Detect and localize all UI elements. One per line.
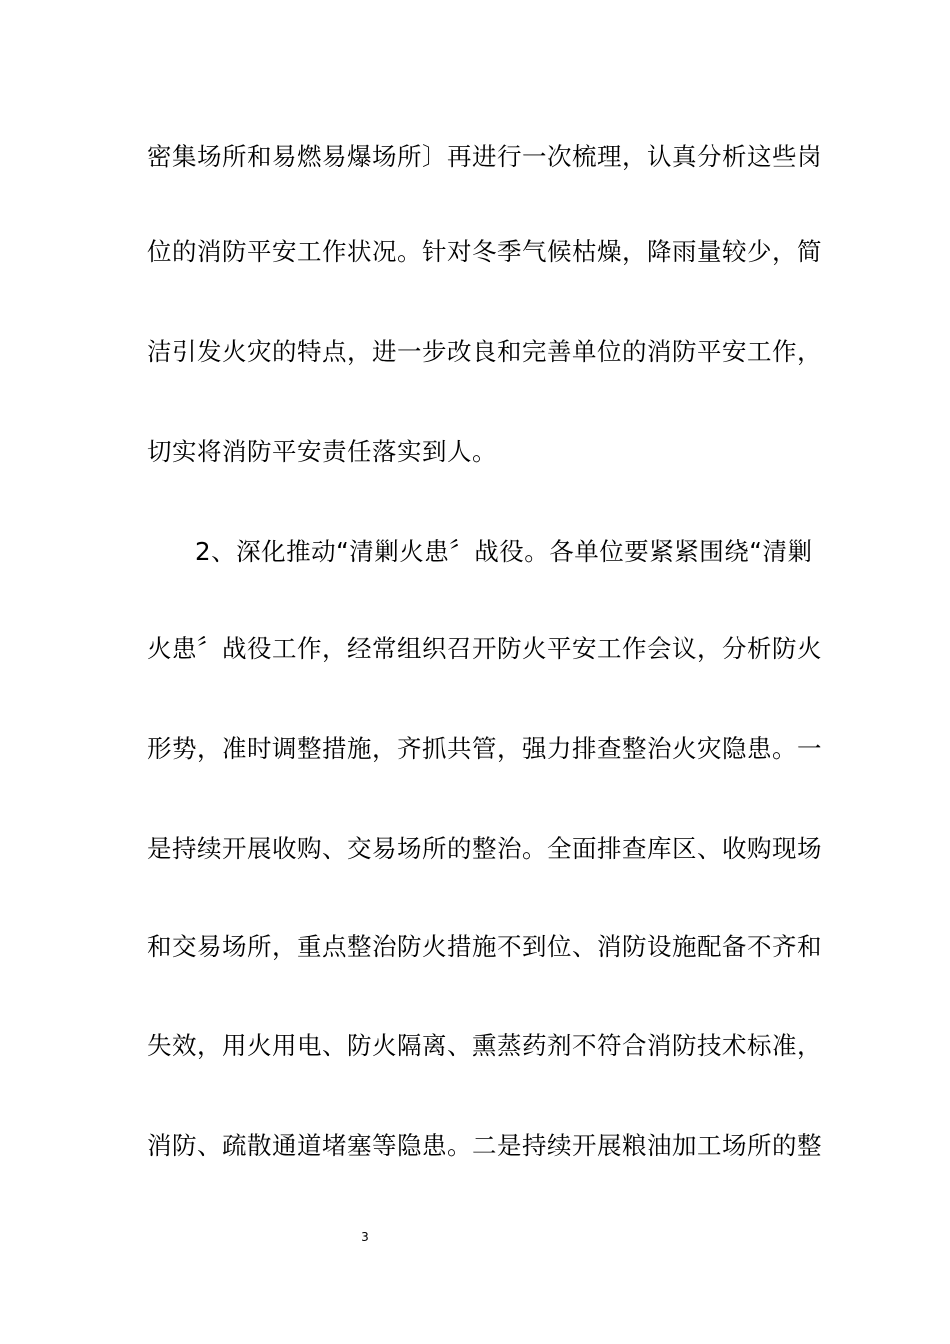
paragraph-line: 密集场所和易燃易爆场所〕再进行一次梳理，认真分析这些岗 bbox=[147, 142, 822, 171]
paragraph-line: 消防、疏散通道堵塞等隐患。二是持续开展粮油加工场所的整 bbox=[147, 1131, 822, 1160]
paragraph-line: 失效，用火用电、防火隔离、熏蒸药剂不符合消防技术标准， bbox=[147, 1031, 822, 1060]
paragraph-line: 洁引发火灾的特点，进一步改良和完善单位的消防平安工作， bbox=[147, 337, 822, 366]
paragraph-line: 切实将消防平安责任落实到人。 bbox=[147, 437, 497, 466]
paragraph-line: 和交易场所，重点整治防火措施不到位、消防设施配备不齐和 bbox=[147, 932, 822, 961]
paragraph-line: 2、深化推动“清剿火患〞战役。各单位要紧紧围绕“清剿 bbox=[195, 537, 813, 566]
paragraph-line: 形势，准时调整措施，齐抓共管，强力排查整治火灾隐患。一 bbox=[147, 734, 822, 763]
paragraph-line: 是持续开展收购、交易场所的整治。全面排查库区、收购现场 bbox=[147, 834, 822, 863]
page-number: 3 bbox=[361, 1230, 369, 1244]
paragraph-line: 位的消防平安工作状况。针对冬季气候枯燥，降雨量较少，简 bbox=[147, 237, 822, 266]
paragraph-line: 火患〞战役工作，经常组织召开防火平安工作会议，分析防火 bbox=[147, 634, 822, 663]
